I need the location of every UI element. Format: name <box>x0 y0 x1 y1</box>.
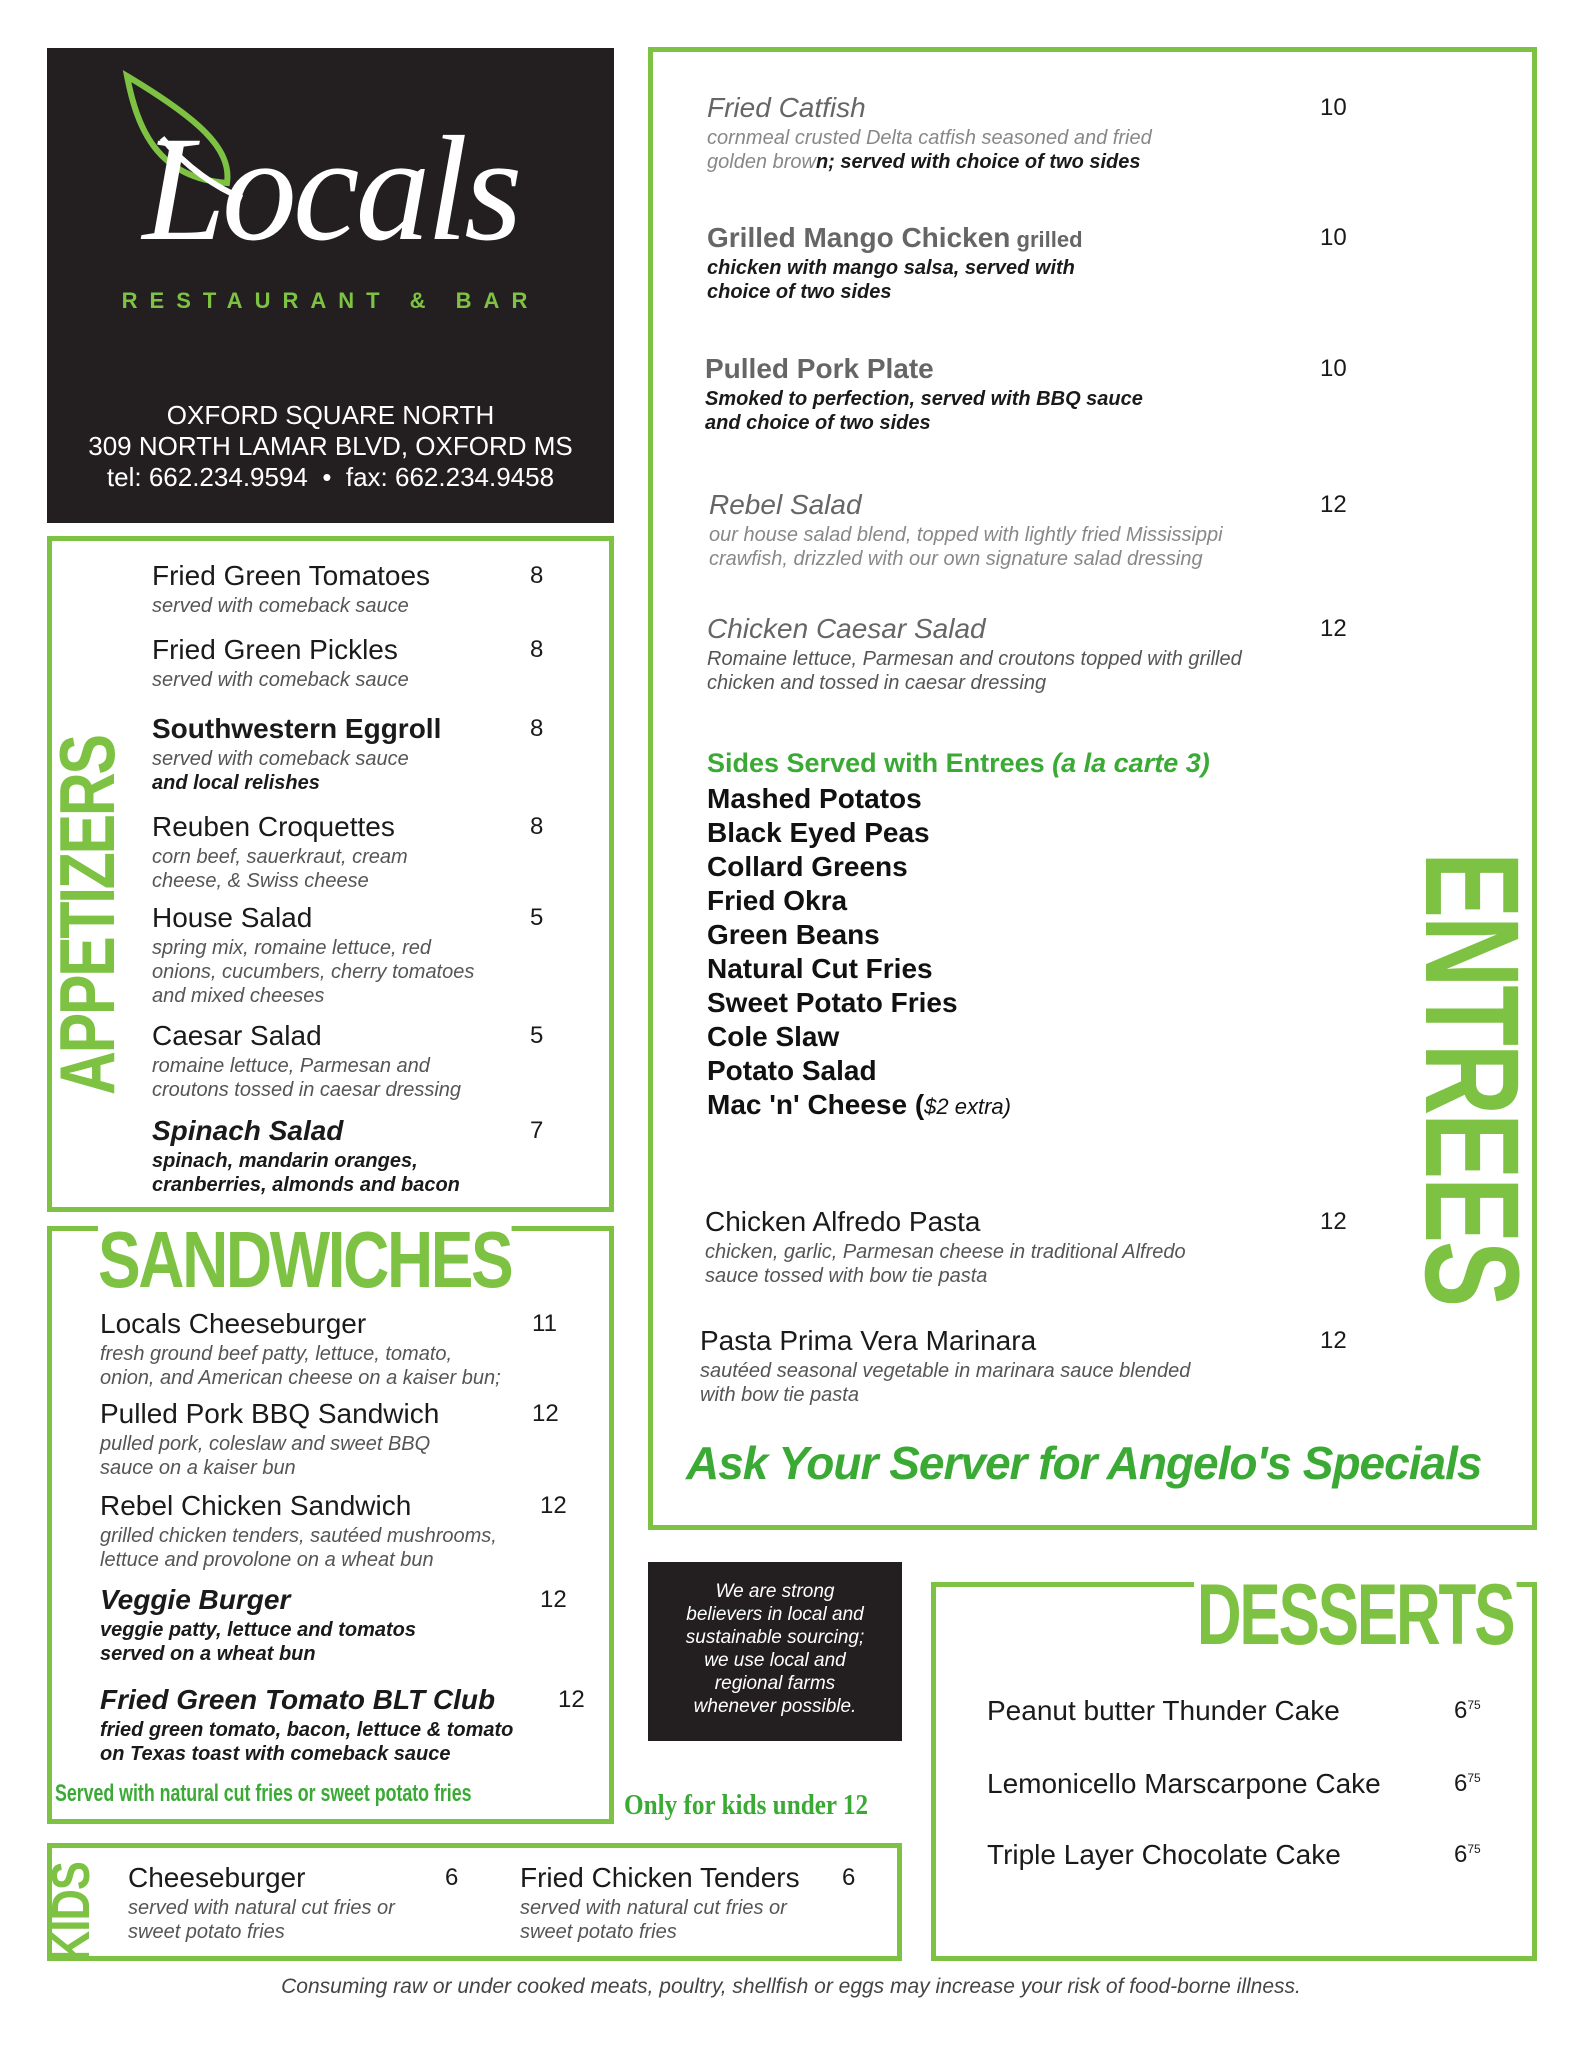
description-bold-text: fried green tomato, bacon, lettuce & tomato on Texas toast with comeback sauce <box>100 1719 514 1765</box>
item-name-text: Rebel Chicken Sandwich <box>100 1490 412 1521</box>
item-price <box>1454 1841 1481 1869</box>
item-name <box>152 811 395 843</box>
brand-logo: Locals <box>142 106 519 272</box>
price-cents: 75 <box>1467 1771 1481 1785</box>
item-price: 8 <box>530 813 544 840</box>
item-name-text: Chicken Caesar Salad <box>707 613 986 644</box>
description-text: fresh ground beef patty, lettuce, tomato, onion, and American cheese on a kaiser bun; <box>100 1343 501 1389</box>
side-item <box>707 1089 1011 1121</box>
item-description <box>100 1342 501 1390</box>
appetizers-title: APPETIZERS <box>43 736 131 1095</box>
item-name-text: Grilled Mango Chicken <box>707 222 1011 253</box>
item-name <box>100 1490 411 1522</box>
item-name-text: Lemonicello Marscarpone Cake <box>987 1768 1381 1799</box>
item-price: 6 <box>842 1864 856 1891</box>
item-name <box>128 1862 305 1894</box>
description-text: pulled pork, coleslaw and sweet BBQ sauce on a kaiser bun <box>100 1433 431 1479</box>
address-line-1: OXFORD SQUARE NORTH <box>166 400 495 430</box>
specials-callout: Ask Your Server for Angelo's Specials <box>686 1437 1482 1489</box>
price-cents: 75 <box>1467 1842 1481 1856</box>
item-name-text: Southwestern Eggroll <box>152 713 442 744</box>
sides-heading-price: (a la carte 3) <box>1052 748 1210 778</box>
item-name-text: Fried Green Pickles <box>152 634 398 665</box>
item-name <box>987 1695 1340 1727</box>
item-price: 12 <box>1320 1208 1347 1235</box>
item-name-text: Cheeseburger <box>128 1862 306 1893</box>
item-name-text: Peanut butter Thunder Cake <box>987 1695 1340 1726</box>
item-price <box>1454 1697 1481 1725</box>
desserts-title: DESSERTS <box>1194 1566 1516 1665</box>
item-description <box>709 523 1223 571</box>
item-description <box>707 126 1152 174</box>
description-bold-text: chicken with mango salsa, served with choice of two sides <box>707 257 1075 303</box>
item-description <box>707 647 1242 695</box>
kids-title: KIDS <box>41 1861 101 1962</box>
item-description <box>705 1240 1186 1288</box>
item-price: 12 <box>558 1686 585 1713</box>
item-name <box>152 902 312 934</box>
description-text: served with comeback sauce <box>152 669 409 691</box>
sides-heading-text: Sides Served with Entrees <box>707 748 1053 778</box>
item-price: 10 <box>1320 355 1347 382</box>
item-name-text: Veggie Burger <box>100 1584 291 1615</box>
description-text: served with natural cut fries or sweet potato fries <box>128 1897 395 1943</box>
description-text: chicken, garlic, Parmesan cheese in traditional Alfredo sauce tossed with bow tie pasta <box>705 1241 1186 1287</box>
side-item: Cole Slaw <box>707 1021 840 1052</box>
kids-age-note: Only for kids under 12 <box>624 1790 869 1821</box>
item-name <box>987 1768 1381 1800</box>
side-item: Natural Cut Fries <box>707 953 933 984</box>
description-text: served with natural cut fries or sweet potato fries <box>520 1897 787 1943</box>
side-item: Sweet Potato Fries <box>707 987 958 1018</box>
side-item: Mashed Potatos <box>707 783 922 814</box>
item-name-text: Caesar Salad <box>152 1020 322 1051</box>
item-price: 12 <box>1320 491 1347 518</box>
item-name-text: Rebel Salad <box>709 489 862 520</box>
description-text: romaine lettuce, Parmesan and croutons tossed in caesar dressing <box>152 1055 462 1101</box>
item-name <box>152 1115 343 1147</box>
item-name-text: Triple Layer Chocolate Cake <box>987 1839 1341 1870</box>
description-text: spring mix, romaine lettuce, red onions, cucumbers, cherry tomatoes and mixed cheeses <box>152 937 475 1007</box>
brand-tagline: RESTAURANT & BAR <box>121 288 540 313</box>
description-bold-text: veggie patty, lettuce and tomatos served on a wheat bun <box>100 1619 416 1665</box>
item-name <box>152 713 441 745</box>
item-name <box>707 222 1083 254</box>
item-description <box>128 1896 395 1944</box>
item-price: 10 <box>1320 224 1347 251</box>
item-price: 12 <box>1320 1327 1347 1354</box>
description-text: sautéed seasonal vegetable in marinara sauce blended with bow tie pasta <box>700 1360 1191 1406</box>
sourcing-note: We are strong believers in local and sustainable sourcing; we use local and regional farms whenever possible. <box>648 1562 902 1741</box>
item-name <box>707 613 986 645</box>
item-description <box>152 845 408 893</box>
description-text: grilled chicken tenders, sautéed mushrooms, lettuce and provolone on a wheat bun <box>100 1525 497 1571</box>
item-name-text: Chicken Alfredo Pasta <box>705 1206 981 1237</box>
item-price <box>1454 1770 1481 1798</box>
side-item: Potato Salad <box>707 1055 877 1086</box>
sandwiches-title: SANDWICHES <box>98 1215 512 1304</box>
description-bold-text: Smoked to perfection, served with BBQ sauce and choice of two sides <box>705 388 1143 434</box>
item-description <box>707 256 1075 304</box>
item-description <box>100 1618 416 1666</box>
item-description <box>100 1432 430 1480</box>
item-price: 12 <box>1320 615 1347 642</box>
item-name-text: Pulled Pork Plate <box>705 353 934 384</box>
item-description <box>520 1896 787 1944</box>
side-item: Green Beans <box>707 919 880 950</box>
item-name <box>152 634 398 666</box>
sides-heading <box>707 748 1210 779</box>
item-description <box>152 594 409 618</box>
description-text: our house salad blend, topped with lightly fried Mississippi crawfish, drizzled with our own signature salad dressing <box>709 524 1223 570</box>
item-price: 12 <box>532 1400 559 1427</box>
item-name-text: Fried Green Tomato BLT Club <box>100 1684 496 1715</box>
side-item: Fried Okra <box>707 885 848 916</box>
item-description <box>705 387 1143 435</box>
item-description <box>700 1359 1190 1407</box>
item-price: 8 <box>530 562 544 589</box>
description-text: served with comeback sauce <box>152 748 409 770</box>
item-price: 11 <box>532 1310 557 1337</box>
item-name <box>520 1862 800 1894</box>
item-price: 7 <box>530 1117 544 1144</box>
item-price: 12 <box>540 1586 567 1613</box>
item-name-text: Fried Green Tomatoes <box>152 560 431 591</box>
item-name <box>152 560 430 592</box>
item-name-text: House Salad <box>152 902 313 933</box>
side-item-surcharge: $2 extra) <box>924 1094 1011 1119</box>
address-line-2: 309 NORTH LAMAR BLVD, OXFORD MS <box>88 431 573 461</box>
item-description <box>100 1718 513 1766</box>
item-name-text: Fried Catfish <box>707 92 866 123</box>
logo-block <box>47 48 614 523</box>
description-text: served with comeback sauce <box>152 595 409 617</box>
description-text: Romaine lettuce, Parmesan and croutons topped with grilled chicken and tossed in caesar dressing <box>707 648 1242 694</box>
item-price: 8 <box>530 715 544 742</box>
item-name <box>100 1584 290 1616</box>
description-bold-text: n; served with choice of two sides <box>815 151 1141 173</box>
side-item: Collard Greens <box>707 851 908 882</box>
price-whole: 6 <box>1454 1697 1468 1724</box>
item-description <box>152 747 409 795</box>
item-name-suffix: grilled <box>1010 227 1083 252</box>
item-price: 12 <box>540 1492 567 1519</box>
description-text: cornmeal crusted Delta catfish seasoned and fried golden brow <box>707 127 1152 173</box>
item-name <box>100 1398 439 1430</box>
sandwich-sides-note: Served with natural cut fries or sweet potato fries <box>55 1780 472 1807</box>
item-name <box>705 1206 981 1238</box>
item-name <box>152 1020 322 1052</box>
item-price: 10 <box>1320 94 1347 121</box>
item-price: 5 <box>530 1022 544 1049</box>
item-description <box>100 1524 497 1572</box>
food-safety-disclaimer: Consuming raw or under cooked meats, poultry, shellfish or eggs may increase your risk of food-borne illness. <box>281 1975 1301 1998</box>
item-name-text: Fried Chicken Tenders <box>520 1862 800 1893</box>
item-price: 8 <box>530 636 544 663</box>
price-whole: 6 <box>1454 1770 1468 1797</box>
item-price: 5 <box>530 904 544 931</box>
item-price: 6 <box>445 1864 459 1891</box>
description-bold-text: and local relishes <box>152 772 320 794</box>
item-name-text: Spinach Salad <box>152 1115 344 1146</box>
entrees-title: ENTREES <box>1397 852 1546 1305</box>
side-item-name: Mac 'n' Cheese ( <box>707 1089 925 1120</box>
item-name <box>100 1684 495 1716</box>
item-name <box>700 1325 1036 1357</box>
side-item: Black Eyed Peas <box>707 817 930 848</box>
item-name-text: Locals Cheeseburger <box>100 1308 367 1339</box>
item-name-text: Pasta Prima Vera Marinara <box>700 1325 1037 1356</box>
item-description <box>152 668 409 692</box>
item-name <box>100 1308 366 1340</box>
item-description <box>152 1149 460 1197</box>
item-name-text: Pulled Pork BBQ Sandwich <box>100 1398 440 1429</box>
description-bold-text: spinach, mandarin oranges, cranberries, almonds and bacon <box>152 1150 460 1196</box>
item-name <box>707 92 866 124</box>
description-text: corn beef, sauerkraut, cream cheese, & Swiss cheese <box>152 846 408 892</box>
price-whole: 6 <box>1454 1841 1468 1868</box>
item-name <box>705 353 934 385</box>
item-name <box>987 1839 1341 1871</box>
contact-line: tel: 662.234.9594 • fax: 662.234.9458 <box>106 462 555 492</box>
item-description <box>152 936 474 1008</box>
item-name <box>709 489 862 521</box>
item-name-text: Reuben Croquettes <box>152 811 395 842</box>
price-cents: 75 <box>1467 1698 1481 1712</box>
item-description <box>152 1054 461 1102</box>
